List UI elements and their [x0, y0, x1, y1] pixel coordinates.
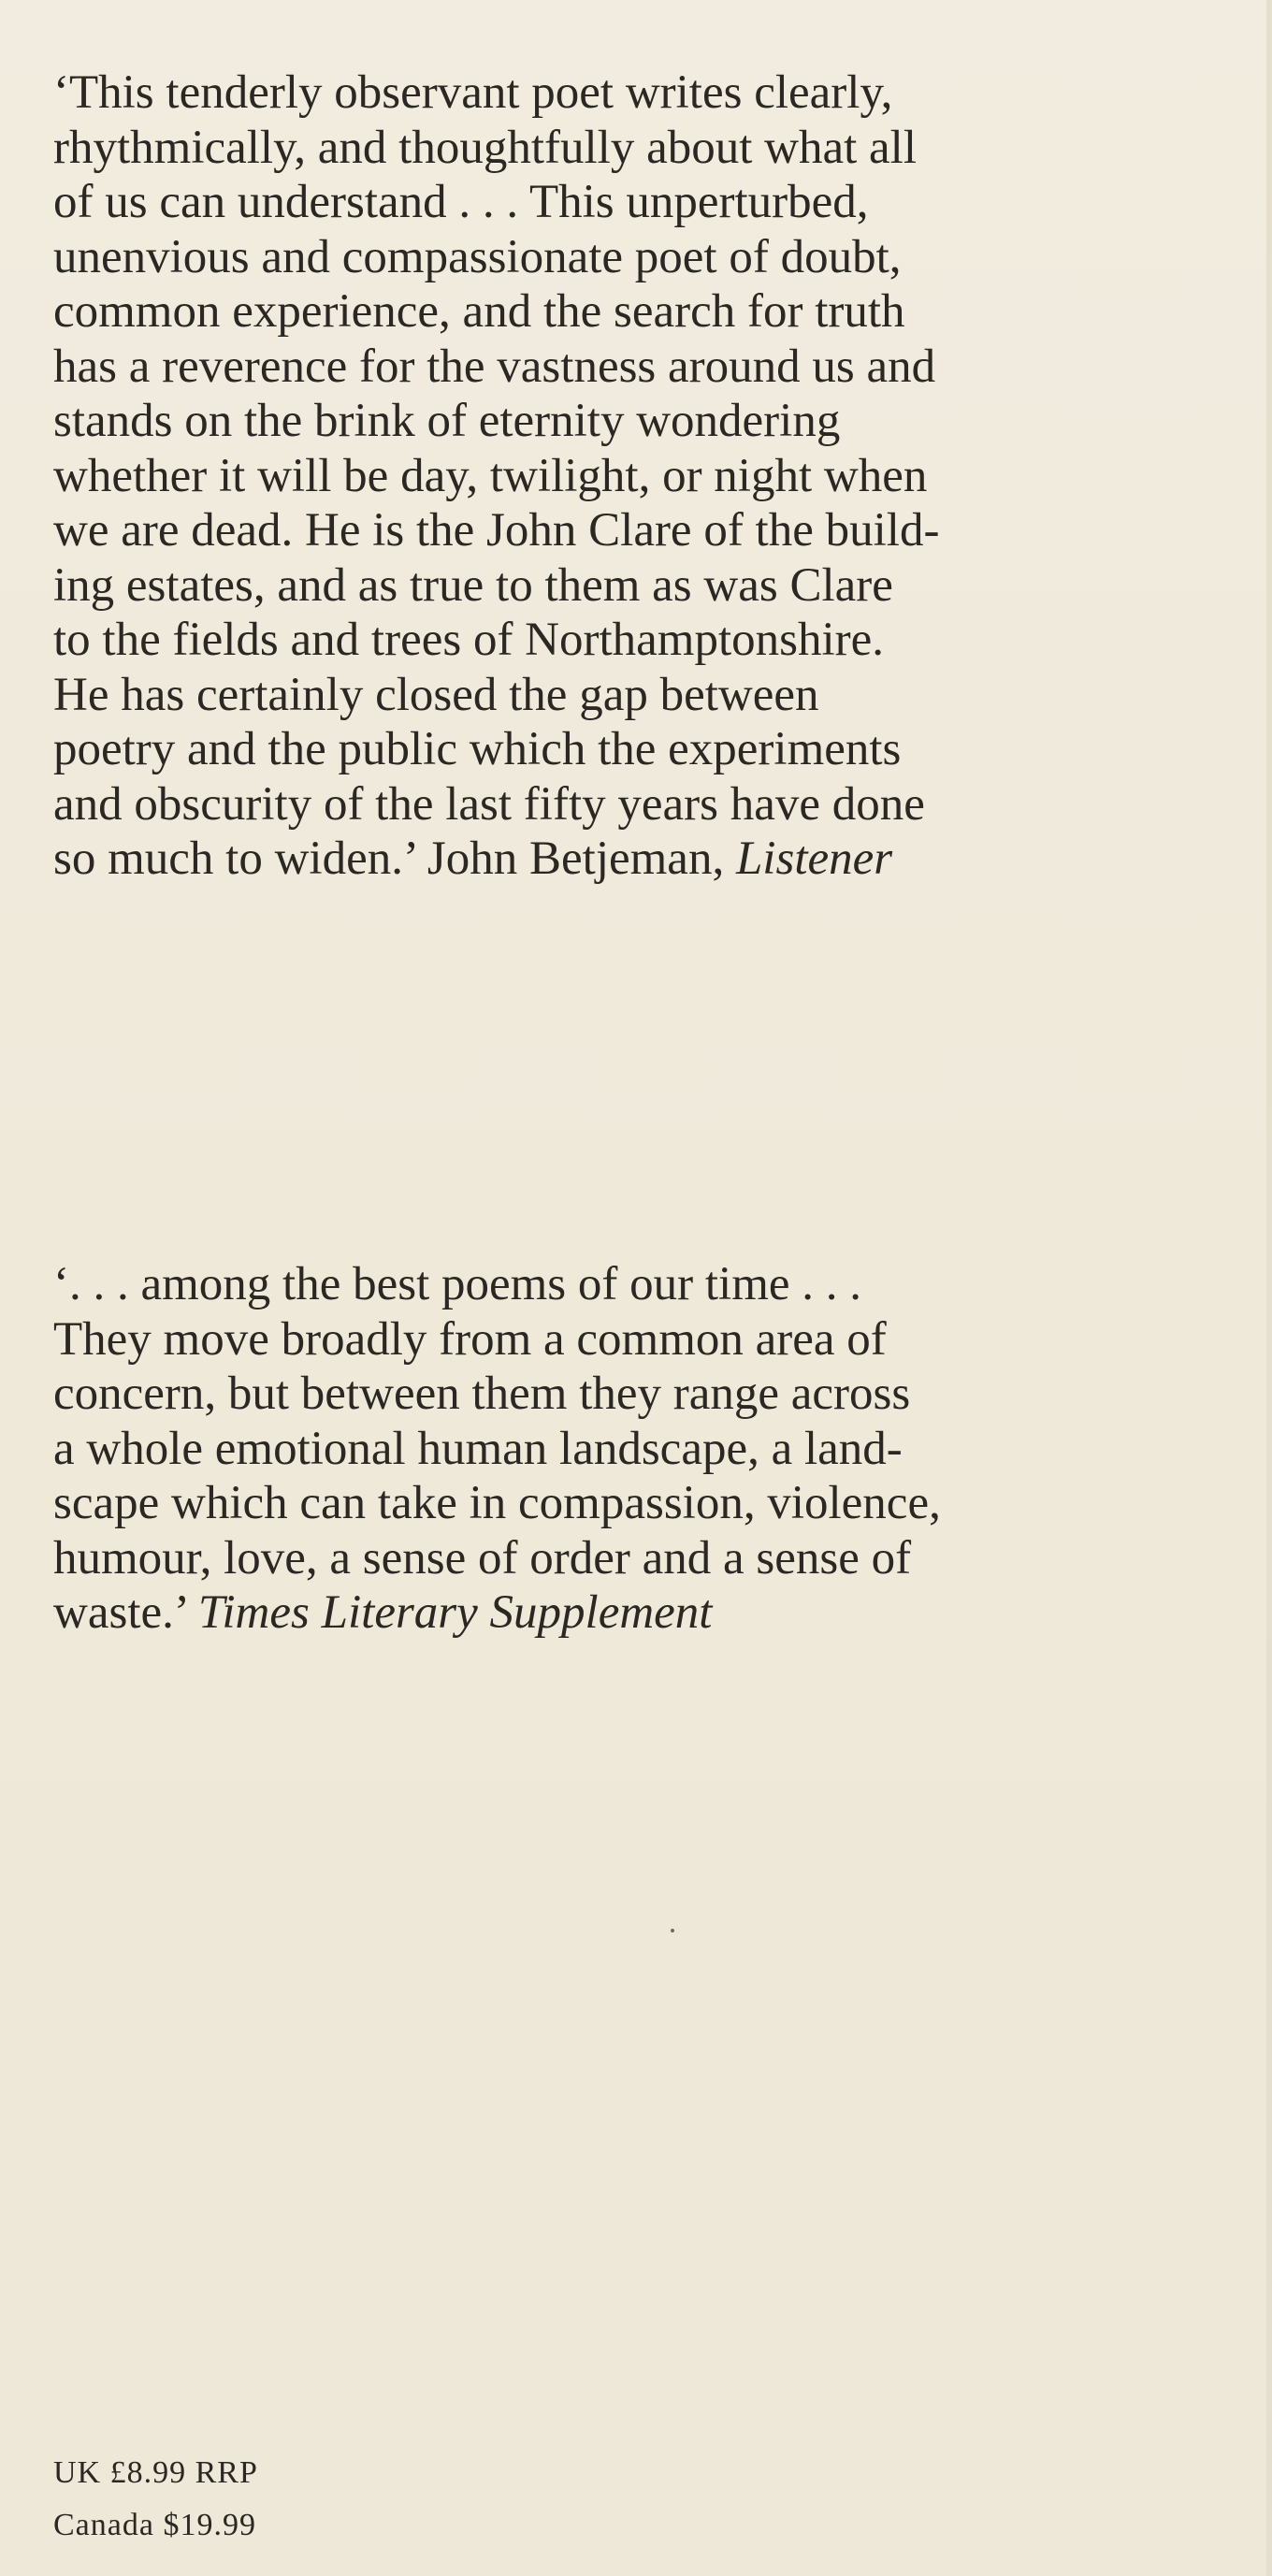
- quote-line: whether it will be day, twilight, or night when: [53, 449, 928, 502]
- price-canada: Canada $19.99: [53, 2508, 256, 2542]
- quote-line: He has certainly closed the gap between: [53, 668, 819, 721]
- quote-line: a whole emotional human landscape, a land-: [53, 1422, 903, 1475]
- quote-line: of us can understand . . . This unperturbed,: [53, 176, 869, 228]
- quote-line: unenvious and compassionate poet of doubt,: [53, 230, 902, 283]
- quote-line: ‘This tenderly observant poet writes clearly,: [53, 66, 893, 119]
- quote-line: so much to widen.’ John Betjeman,: [53, 832, 725, 885]
- quote-line: They move broadly from a common area of: [53, 1312, 887, 1366]
- quote-source: Listener: [735, 832, 893, 885]
- paper-speck: [671, 1929, 674, 1932]
- quote-attribution-line: [53, 832, 1232, 887]
- quote-line: stands on the brink of eternity wondering: [53, 395, 841, 447]
- quote-line: to the fields and trees of Northamptonshire.: [53, 614, 885, 666]
- quote-line: poetry and the public which the experiments: [53, 723, 902, 775]
- quote-line: and obscurity of the last fifty years have done: [53, 777, 925, 831]
- quote-line: common experience, and the search for truth: [53, 285, 905, 338]
- quote-line: ing estates, and as true to them as was Clare: [53, 558, 893, 612]
- quote-line: concern, but between them they range across: [53, 1368, 911, 1420]
- quote-line: waste.’: [53, 1586, 187, 1639]
- quote-line: ‘. . . among the best poems of our time . . .: [53, 1258, 862, 1310]
- quote-attribution-line: [53, 1585, 1232, 1641]
- review-quote-betjeman: [53, 65, 1232, 887]
- quote-source: Times Literary Supplement: [197, 1586, 713, 1639]
- quote-line: humour, love, a sense of order and a sense of: [53, 1531, 912, 1585]
- quote-line: has a reverence for the vastness around us and: [53, 340, 936, 393]
- price-uk: UK £8.99 RRP: [53, 2455, 258, 2490]
- cover-edge: [1266, 0, 1272, 2576]
- review-quote-tls: [53, 1257, 1232, 1641]
- quote-line: we are dead. He is the John Clare of the build-: [53, 504, 940, 557]
- quote-line: rhythmically, and thoughtfully about what all: [53, 121, 918, 174]
- quote-line: scape which can take in compassion, violence,: [53, 1477, 941, 1529]
